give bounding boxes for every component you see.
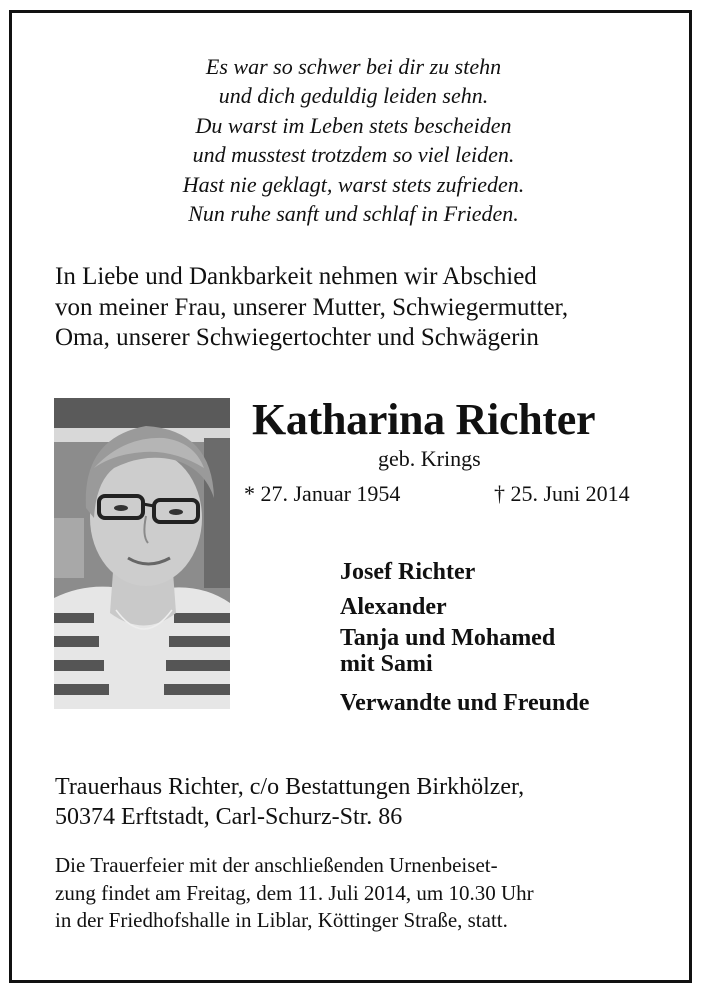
mourners-list — [340, 555, 589, 721]
death-date: † 25. Juni 2014 — [494, 481, 630, 506]
portrait-photo — [54, 398, 230, 709]
farewell-line: In Liebe und Dankbarkeit nehmen wir Abschied — [55, 263, 537, 290]
poem-line: und musstest trotzdem so viel leiden. — [192, 142, 515, 168]
address-line: Trauerhaus Richter, c/o Bestattungen Birkhölzer, — [55, 774, 525, 800]
deceased-name: Katharina Richter — [252, 395, 596, 444]
mourner: Josef Richter — [340, 559, 476, 585]
poem-line: und dich geduldig leiden sehn. — [218, 83, 489, 109]
service-line: Die Trauerfeier mit der anschließenden Urnenbeiset- — [55, 853, 498, 877]
poem-line: Nun ruhe sanft und schlaf in Frieden. — [188, 201, 519, 227]
maiden-name: geb. Krings — [378, 446, 481, 471]
farewell-text — [55, 262, 675, 354]
mourner: mit Sami — [340, 651, 433, 677]
poem-line: Hast nie geklagt, warst stets zufrieden. — [182, 171, 525, 197]
service-line: zung findet am Freitag, dem 11. Juli 2014, um 10.30 Uhr — [55, 880, 534, 905]
farewell-line: von meiner Frau, unserer Mutter, Schwiegermutter, — [55, 293, 569, 321]
address-line: 50374 Erftstadt, Carl-Schurz-Str. 86 — [55, 804, 403, 830]
mourner: Alexander — [340, 594, 447, 620]
farewell-line: Oma, unserer Schwiegertochter und Schwägerin — [55, 324, 539, 351]
poem — [0, 52, 707, 228]
poem-line: Es war so schwer bei dir zu stehn — [205, 54, 502, 79]
mourner: Tanja und Mohamed — [340, 625, 556, 651]
mourning-house-address — [55, 772, 675, 832]
service-line: in der Friedhofshalle in Liblar, Köttinger Straße, statt. — [55, 908, 508, 932]
poem-line: Du warst im Leben stets bescheiden — [195, 112, 512, 138]
funeral-service-info — [55, 852, 675, 935]
birth-date: * 27. Januar 1954 — [244, 481, 401, 506]
mourner: Verwandte und Freunde — [340, 690, 590, 716]
life-dates — [244, 481, 644, 507]
